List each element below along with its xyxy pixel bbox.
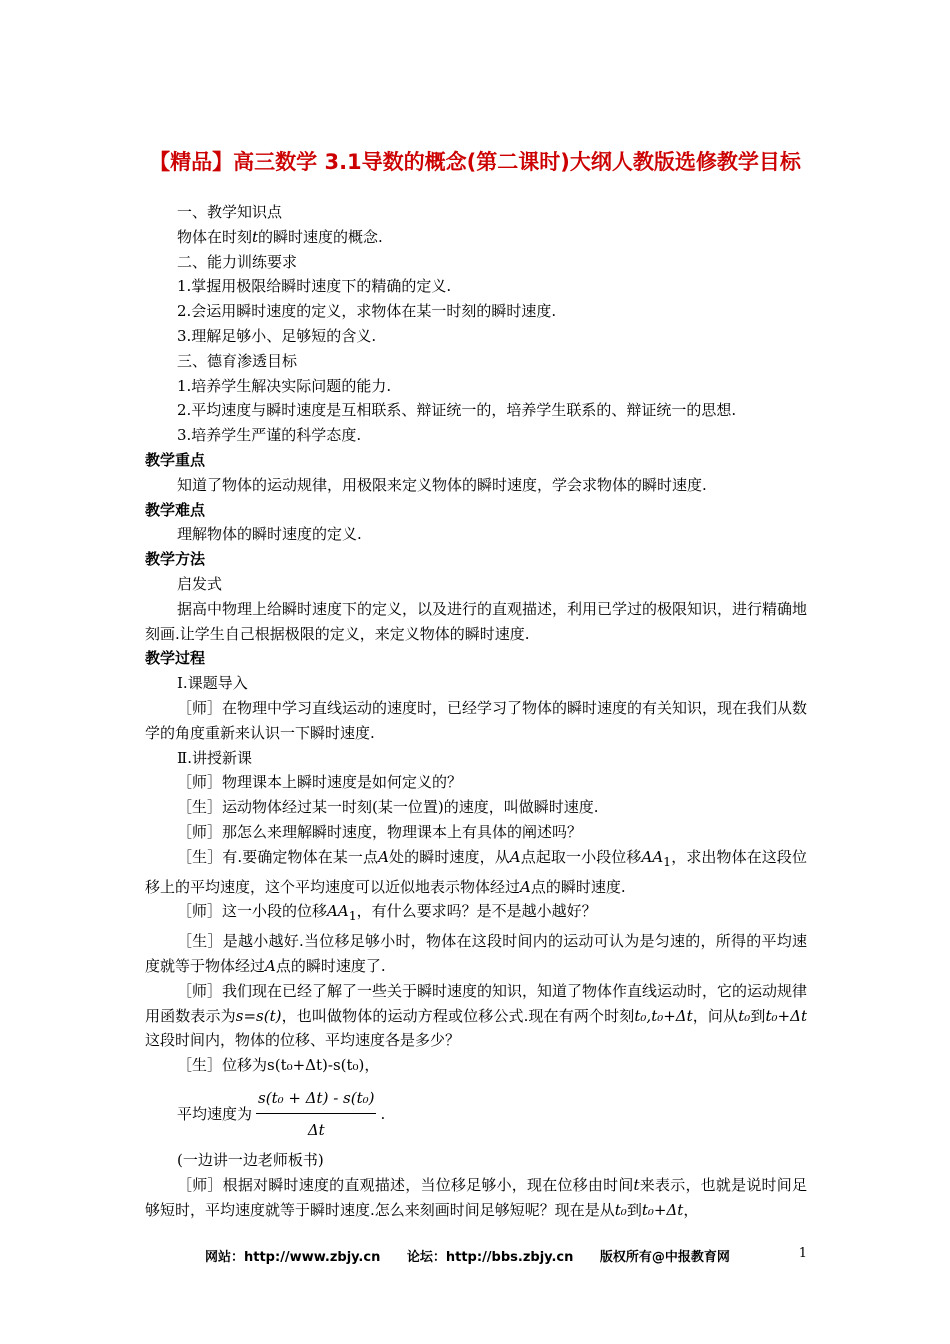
list-item: 1.培养学生解决实际问题的能力.	[177, 376, 392, 395]
paragraph: ［生］有.要确定物体在某一点A处的瞬时速度，从A点起取一小段位移$AA_1$，求出物体在这段位移上的平均速度，这个平均速度可以近似地表示物体经过A点的瞬时速度.	[145, 847, 807, 896]
paragraph: ［师］这一小段的位移$AA_1$，有什么要求吗？是不是越小越好？	[177, 902, 597, 924]
paragraph: ［生］是越小越好.当位移足够小时，物体在这段时间内的运动可认为是匀速的，所得的平均速度就等于物体经过A点的瞬时速度了.	[145, 932, 807, 975]
paragraph: ［师］在物理中学习直线运动的速度时，已经学习了物体的瞬时速度的有关知识，现在我们从数学的角度重新来认识一下瞬时速度.	[145, 698, 808, 742]
paragraph: ［师］那怎么来理解瞬时速度，物理课本上有具体的阐述吗？	[177, 822, 583, 841]
section-heading: 三、德育渗透目标	[177, 351, 298, 370]
key-heading: 教学重点	[145, 450, 206, 469]
fraction-numerator: s(t₀ + Δt) - s(t₀)	[256, 1086, 376, 1114]
document-body	[145, 200, 807, 1223]
document-title: 【精品】高三数学 3.1导数的概念(第二课时)大纲人教版选修教学目标	[149, 150, 801, 174]
fraction	[256, 1086, 376, 1143]
average-velocity-formula: 平均速度为 $\frac{\text{s(t₀ + Δt) - s(t₀)}}{\Delta t}$ .	[177, 1086, 807, 1143]
difficulty-heading: 教学难点	[145, 500, 206, 519]
paragraph: ［师］我们现在已经了解了一些关于瞬时速度的知识，知道了物体作直线运动时，它的运动规律用函数表示为s=s(t)，也叫做物体的运动方程或位移公式.现在有两个时刻t₀,t₀+Δt，问从t₀到t₀+Δt这段时间内，物体的位移、平均速度各是多少？	[145, 981, 808, 1050]
paragraph: ［生］运动物体经过某一时刻(某一位置)的速度，叫做瞬时速度.	[177, 798, 599, 817]
method-heading: 教学方法	[145, 550, 206, 569]
subsection-heading: Ⅰ.课题导入	[177, 674, 248, 693]
paragraph: 知道了物体的运动规律，用极限来定义物体的瞬时速度，学会求物体的瞬时速度.	[177, 475, 707, 494]
paragraph: ［生］位移为s(t₀+Δt)-s(t₀)，	[177, 1056, 380, 1075]
list-item: 3.理解足够小、足够短的含义.	[177, 326, 377, 345]
footer-site-link[interactable]: 网站：http://www.zbjy.cn	[205, 1250, 381, 1265]
page-footer	[205, 1246, 805, 1265]
paragraph: 据高中物理上给瞬时速度下的定义，以及进行的直观描述，利用已学过的极限知识，进行精确地刻画.让学生自己根据极限的定义，来定义物体的瞬时速度.	[145, 599, 808, 643]
subsection-heading: Ⅱ.讲授新课	[177, 748, 252, 767]
paragraph: 启发式	[177, 574, 223, 593]
footer-forum-link[interactable]: 论坛：http://bbs.zbjy.cn	[406, 1250, 574, 1265]
list-item: 3.培养学生严谨的科学态度.	[177, 426, 362, 445]
page-number: 1	[798, 1246, 807, 1261]
process-heading: 教学过程	[145, 649, 206, 668]
paragraph: ［师］物理课本上瞬时速度是如何定义的？	[177, 773, 463, 792]
paragraph: 理解物体的瞬时速度的定义.	[177, 525, 362, 544]
section-heading: 一、教学知识点	[177, 203, 283, 221]
paragraph: 物体在时刻t的瞬时速度的概念.	[177, 227, 383, 246]
paragraph: (一边讲一边老师板书)	[177, 1151, 324, 1170]
section-heading: 二、能力训练要求	[177, 252, 298, 271]
paragraph: ［师］根据对瞬时速度的直观描述，当位移足够小，现在位移由时间t来表示，也就是说时间足够短时，平均速度就等于瞬时速度.怎么来刻画时间足够短呢？现在是从t₀到t₀+Δt，	[145, 1176, 807, 1220]
footer-copyright: 版权所有@中报教育网	[599, 1250, 730, 1265]
list-item: 1.掌握用极限给瞬时速度下的精确的定义.	[177, 277, 452, 296]
list-item: 2.平均速度与瞬时速度是互相联系、辩证统一的，培养学生联系的、辩证统一的思想.	[177, 401, 737, 420]
list-item: 2.会运用瞬时速度的定义，求物体在某一时刻的瞬时速度.	[177, 302, 557, 321]
fraction-denominator: Δt	[307, 1120, 325, 1139]
